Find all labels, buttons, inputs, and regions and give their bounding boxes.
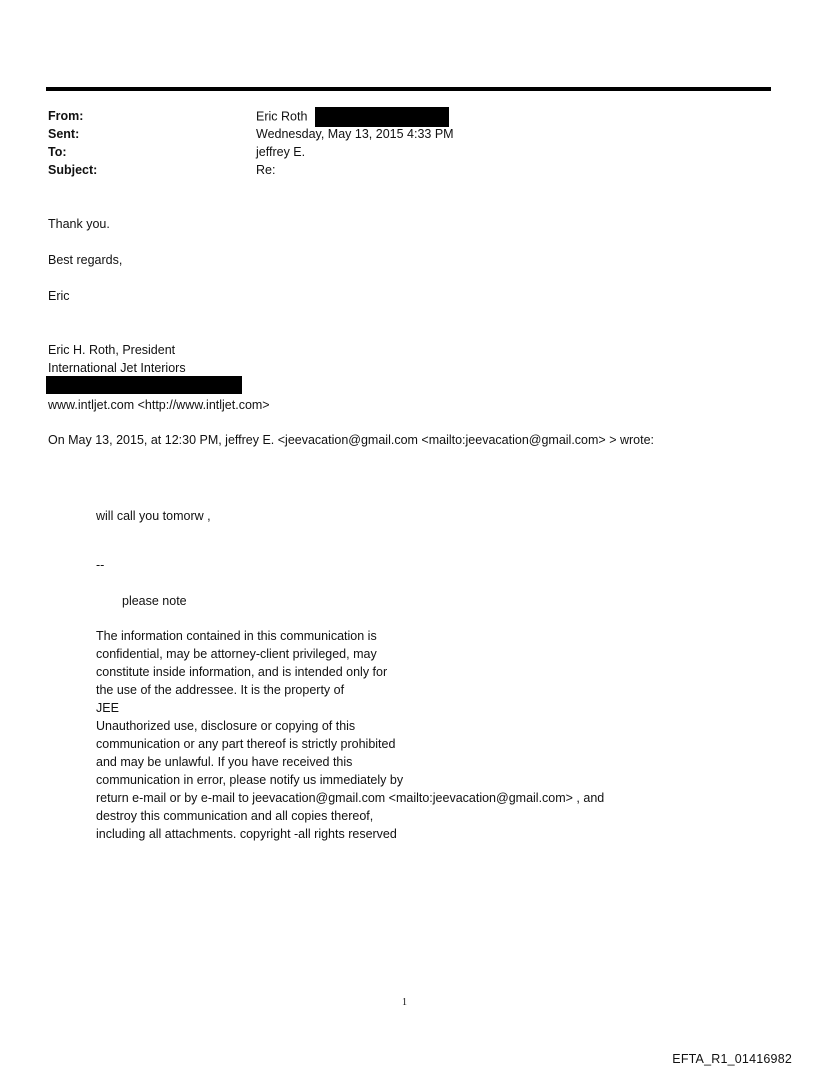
sender-name: Eric Roth	[256, 109, 308, 124]
disclaimer-line: and may be unlawful. If you have received this	[96, 755, 353, 769]
redacted-email-block	[315, 107, 449, 127]
disclaimer-line: communication in error, please notify us immediately by	[96, 773, 404, 787]
body-regards: Best regards,	[48, 253, 123, 267]
sent-value: Wednesday, May 13, 2015 4:33 PM	[256, 127, 454, 141]
signature-website: www.intljet.com <http://www.intljet.com>	[48, 398, 270, 412]
redacted-contact-block	[46, 376, 242, 394]
subject-value: Re:	[256, 163, 276, 177]
to-value: jeffrey E.	[256, 145, 306, 159]
page-number: 1	[402, 997, 407, 1008]
sent-label: Sent:	[48, 127, 80, 141]
disclaimer-line: JEE	[96, 701, 119, 715]
quote-intro: On May 13, 2015, at 12:30 PM, jeffrey E. <jeevacation@gmail.com <mailto:jeevacation@gmail.com> > wrote:	[48, 433, 654, 447]
sent-row	[48, 125, 748, 143]
disclaimer-line: The information contained in this communication is	[96, 629, 377, 643]
disclaimer-line: constitute inside information, and is intended only for	[96, 665, 388, 679]
subject-row	[48, 161, 748, 179]
disclaimer-line: return e-mail or by e-mail to jeevacation@gmail.com <mailto:jeevacation@gmail.com> , and	[96, 791, 605, 805]
body-thanks: Thank you.	[48, 217, 110, 231]
from-value	[256, 107, 449, 127]
body-name: Eric	[48, 289, 70, 303]
header-rule	[46, 87, 771, 91]
from-row	[48, 107, 748, 125]
to-label: To:	[48, 145, 67, 159]
to-row	[48, 143, 748, 161]
subject-label: Subject:	[48, 163, 98, 177]
quoted-note: please note	[122, 594, 187, 608]
quoted-message: will call you tomorw ,	[96, 509, 211, 523]
signature-company: International Jet Interiors	[48, 361, 186, 375]
quoted-separator: --	[96, 558, 105, 572]
disclaimer-line: communication or any part thereof is strictly prohibited	[96, 737, 396, 751]
disclaimer-line: Unauthorized use, disclosure or copying of this	[96, 719, 356, 733]
disclaimer-line: including all attachments. copyright -all rights reserved	[96, 827, 397, 841]
document-id: EFTA_R1_01416982	[672, 1052, 792, 1066]
disclaimer-line: confidential, may be attorney-client privileged, may	[96, 647, 377, 661]
from-label: From:	[48, 109, 84, 123]
disclaimer-line: destroy this communication and all copies thereof,	[96, 809, 374, 823]
signature-title: Eric H. Roth, President	[48, 343, 176, 357]
disclaimer-line: the use of the addressee. It is the property of	[96, 683, 345, 697]
